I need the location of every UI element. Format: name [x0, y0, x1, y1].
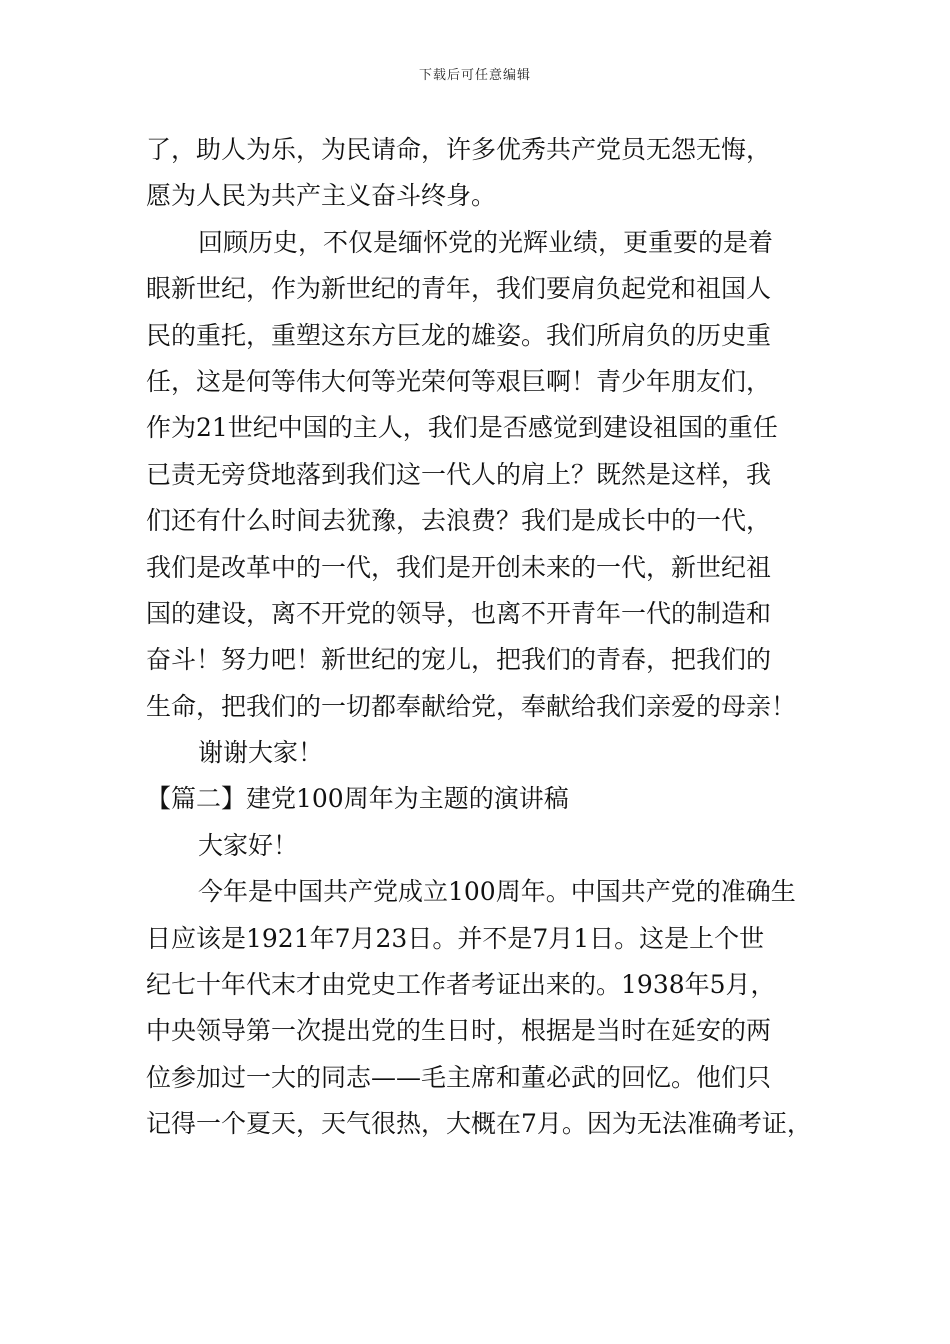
text-line: 任，这是何等伟大何等光荣何等艰巨啊！青少年朋友们，: [146, 366, 772, 396]
text-line: 眼新世纪，作为新世纪的青年，我们要肩负起党和祖国人: [146, 274, 772, 304]
text-line: 记得一个夏天，天气很热，大概在7月。因为无法准确考证，: [146, 1109, 812, 1139]
text-line: 们还有什么时间去犹豫，去浪费？我们是成长中的一代，: [146, 506, 772, 536]
text-line: 中央领导第一次提出党的生日时，根据是当时在延安的两: [146, 1016, 772, 1046]
text-line: 作为21世纪中国的主人，我们是否感觉到建设祖国的重任: [146, 413, 778, 443]
section-heading: 【篇二】建党100周年为主题的演讲稿: [146, 784, 569, 814]
text-line: 了，助人为乐，为民请命，许多优秀共产党员无怨无悔，: [146, 135, 772, 164]
closing-line: 谢谢大家！: [198, 738, 324, 768]
text-line: 奋斗！努力吧！新世纪的宠儿，把我们的青春，把我们的: [146, 645, 772, 675]
document-body: [146, 127, 826, 1148]
paragraph-start-line: 回顾历史，不仅是缅怀党的光辉业绩，更重要的是着: [198, 227, 774, 257]
text-line: 愿为人民为共产主义奋斗终身。: [146, 181, 497, 211]
text-line: 纪七十年代末才由党史工作者考证出来的。1938年5月，: [146, 970, 776, 1000]
text-line: 已责无旁贷地落到我们这一代人的肩上？既然是这样，我: [146, 459, 772, 489]
text-line: 位参加过一大的同志——毛主席和董必武的回忆。他们只: [146, 1062, 772, 1092]
paragraph-start-line: 今年是中国共产党成立100周年。中国共产党的准确生: [198, 877, 796, 907]
text-line: 我们是改革中的一代，我们是开创未来的一代，新世纪祖: [146, 552, 772, 582]
greeting-line: 大家好！: [198, 830, 299, 860]
text-line: 生命，把我们的一切都奉献给党，奉献给我们亲爱的母亲！: [146, 691, 797, 721]
page-header: 下载后可任意编辑: [418, 68, 531, 83]
text-line: 日应该是1921年7月23日。并不是7月1日。这是上个世: [146, 923, 765, 953]
text-line: 民的重托，重塑这东方巨龙的雄姿。我们所肩负的历史重: [146, 320, 772, 350]
text-line: 国的建设，离不开党的领导，也离不开青年一代的制造和: [146, 598, 772, 628]
